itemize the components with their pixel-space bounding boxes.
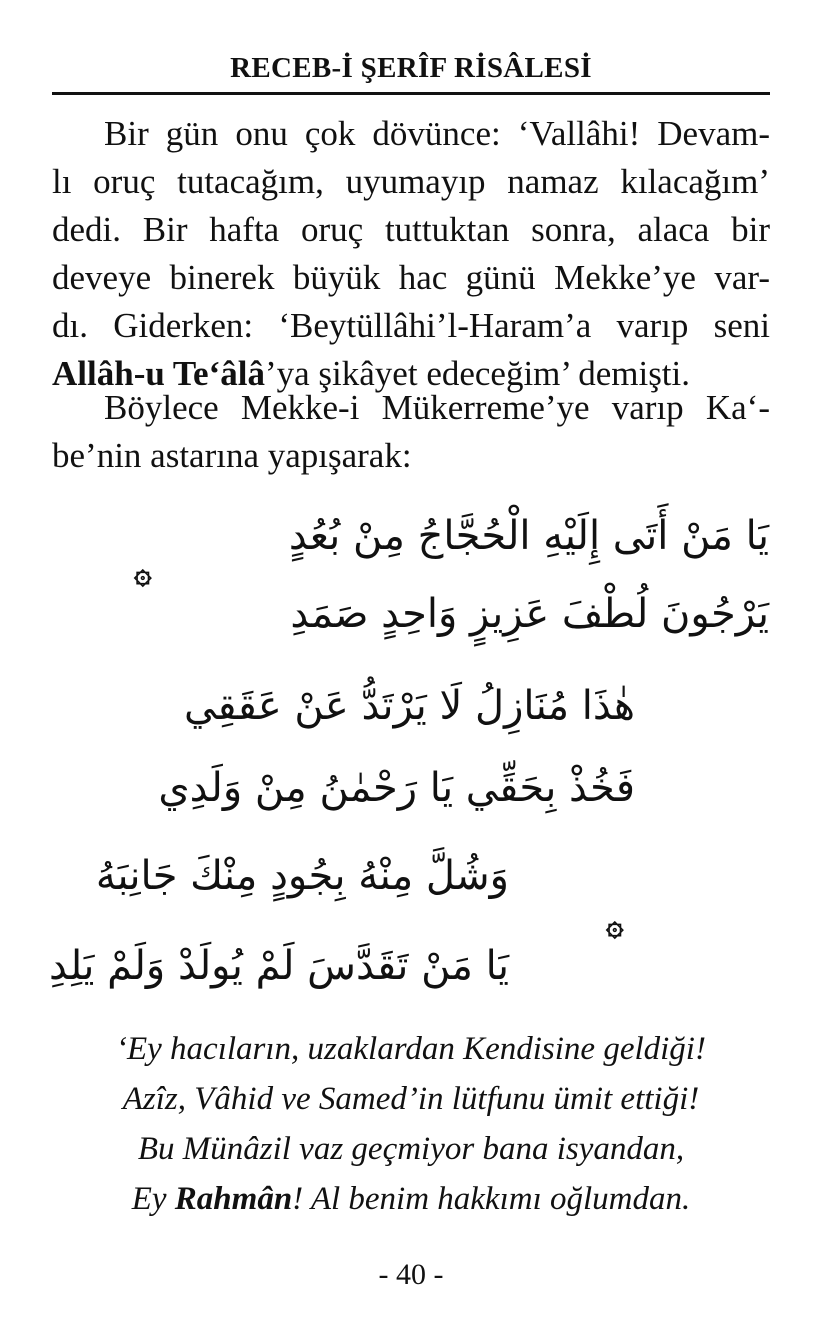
translation-line-2: Azîz, Vâhid ve Samed’in lütfunu ümit ettiği!: [122, 1081, 700, 1117]
paragraph-1-line-5: dı. Giderken: ‘Beytüllâhi’l-Haram’a varıp seni: [52, 306, 770, 345]
paragraph-1-line-1: Bir gün onu çok dövünce: ‘Vallâhi! Devam-: [104, 114, 770, 153]
running-header: RECEB-İ ŞERÎF RİSÂLESİ: [230, 52, 592, 84]
translation-line-4-pre: Ey: [131, 1181, 175, 1217]
translation-line-4: [52, 1174, 770, 1224]
allah-name-bold: Allâh-u Te‘âlâ: [52, 354, 265, 393]
translation-block: [52, 1024, 770, 1224]
paragraph-1-line-3: dedi. Bir hafta oruç tuttuktan sonra, alaca bir: [52, 210, 770, 249]
paragraph-2: [52, 384, 770, 480]
arabic-verse-2a: هٰذَا مُنَازِلُ لَا يَرْتَدُّ عَنْ عَقَقِي: [184, 683, 635, 729]
verse-separator-ornament-icon: ۞: [134, 556, 152, 591]
translation-line-4-post: ! Al benim hakkımı oğlumdan.: [292, 1181, 691, 1217]
paragraph-1: [52, 110, 770, 398]
paragraph-1-line-4: deveye binerek büyük hac günü Mekke’ye var-: [52, 258, 770, 297]
header-rule: [52, 92, 770, 95]
page-number: - 40 -: [378, 1258, 444, 1291]
translation-line-3: Bu Münâzil vaz geçmiyor bana isyandan,: [137, 1131, 685, 1167]
arabic-verse-1a: يَا مَنْ أَتَى إِلَيْهِ الْحُجَّاجُ مِنْ بُعُدٍ: [288, 513, 769, 559]
arabic-verse-3a: وَشُلَّ مِنْهُ بِجُودٍ مِنْكَ جَانِبَهُ: [95, 853, 509, 899]
paragraph-1-line-2: lı oruç tutacağım, uyumayıp namaz kılacağım’: [52, 162, 770, 201]
translation-line-1: ‘Ey hacıların, uzaklardan Kendisine geldiği!: [116, 1031, 706, 1067]
arabic-verse-3b: يَا مَنْ تَقَدَّسَ لَمْ يُولَدْ وَلَمْ يَلِدِ: [49, 943, 509, 989]
rahman-name-bold: Rahmân: [174, 1181, 293, 1217]
arabic-verse-1b: يَرْجُونَ لُطْفَ عَزِيزٍ وَاحِدٍ صَمَدِ: [290, 591, 769, 637]
paragraph-2-line-2: be’nin astarına yapışarak:: [52, 436, 412, 475]
arabic-verse-2b: فَخُذْ بِحَقِّي يَا رَحْمٰنُ مِنْ وَلَدِي: [158, 765, 635, 811]
paragraph-1-line-6-rest: ’ya şikâyet edeceğim’ demişti.: [264, 354, 691, 393]
verse-separator-ornament-icon: ۞: [606, 908, 624, 943]
paragraph-2-line-1: Böylece Mekke-i Mükerreme’ye varıp Ka‘-: [104, 388, 770, 427]
